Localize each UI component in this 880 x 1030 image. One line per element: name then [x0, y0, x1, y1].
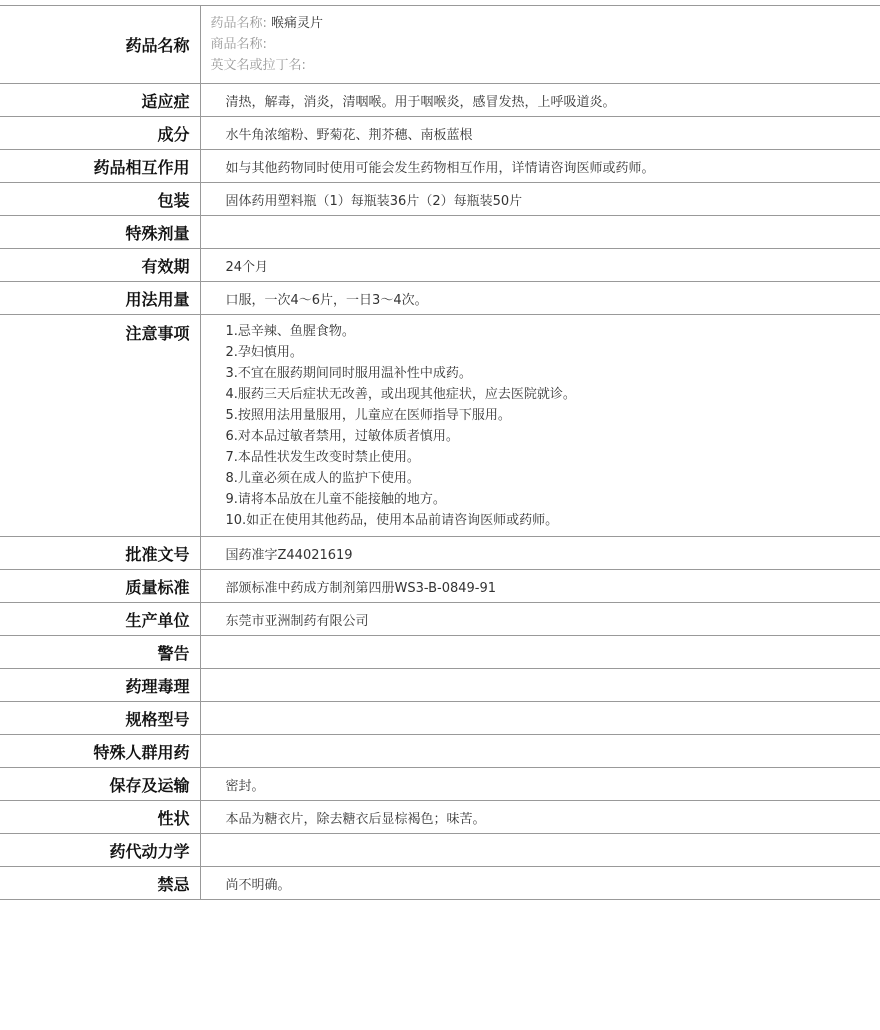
english-name-label: 英文名或拉丁名: — [210, 58, 306, 73]
precaution-item: 5.按照用法用量服用，儿童应在医师指导下服用。 — [225, 408, 511, 423]
value-properties: 本品为糖衣片，除去糖衣后显棕褐色；味苦。 — [200, 801, 880, 834]
label-warning: 警告 — [0, 636, 200, 669]
generic-name-line — [211, 13, 880, 34]
label-spec: 规格型号 — [0, 702, 200, 735]
row-validity — [0, 249, 880, 282]
generic-name-label: 药品名称: — [210, 16, 267, 31]
row-ingredients — [0, 117, 880, 150]
label-precautions: 注意事项 — [0, 315, 200, 537]
value-packaging: 固体药用塑料瓶（1）每瓶装36片（2）每瓶装50片 — [200, 183, 880, 216]
row-special-groups — [0, 735, 880, 768]
precaution-item: 4.服药三天后症状无改善，或出现其他症状，应去医院就诊。 — [225, 387, 576, 402]
row-manufacturer — [0, 603, 880, 636]
label-standard: 质量标准 — [0, 570, 200, 603]
drug-name-cell — [200, 6, 880, 84]
row-contraindications — [0, 867, 880, 900]
label-interactions: 药品相互作用 — [0, 150, 200, 183]
label-validity: 有效期 — [0, 249, 200, 282]
value-usage: 口服，一次4～6片，一日3～4次。 — [200, 282, 880, 315]
value-toxicology — [200, 669, 880, 702]
row-interactions — [0, 150, 880, 183]
label-special-dosage: 特殊剂量 — [0, 216, 200, 249]
label-drug-name: 药品名称 — [0, 6, 200, 84]
row-special-dosage — [0, 216, 880, 249]
precaution-item: 1.忌辛辣、鱼腥食物。 — [225, 324, 355, 339]
row-drug-name — [0, 6, 880, 84]
row-standard — [0, 570, 880, 603]
generic-name-value: 喉痛灵片 — [271, 16, 324, 31]
row-pharmacokinetics — [0, 834, 880, 867]
label-special-groups: 特殊人群用药 — [0, 735, 200, 768]
label-indications: 适应症 — [0, 84, 200, 117]
value-spec — [200, 702, 880, 735]
row-warning — [0, 636, 880, 669]
value-special-groups — [200, 735, 880, 768]
precaution-item: 9.请将本品放在儿童不能接触的地方。 — [225, 492, 446, 507]
label-usage: 用法用量 — [0, 282, 200, 315]
label-ingredients: 成分 — [0, 117, 200, 150]
precaution-item: 7.本品性状发生改变时禁止使用。 — [225, 450, 420, 465]
label-packaging: 包装 — [0, 183, 200, 216]
label-storage: 保存及运输 — [0, 768, 200, 801]
value-ingredients: 水牛角浓缩粉、野菊花、荆芥穗、南板蓝根 — [200, 117, 880, 150]
value-standard: 部颁标准中药成方制剂第四册WS3-B-0849-91 — [200, 570, 880, 603]
value-warning — [200, 636, 880, 669]
trade-name-label: 商品名称: — [210, 37, 267, 52]
row-usage — [0, 282, 880, 315]
value-indications: 清热，解毒，消炎，清咽喉。用于咽喉炎，感冒发热，上呼吸道炎。 — [200, 84, 880, 117]
row-precautions — [0, 315, 880, 537]
value-pharmacokinetics — [200, 834, 880, 867]
value-approval: 国药准字Z44021619 — [200, 537, 880, 570]
label-approval: 批准文号 — [0, 537, 200, 570]
label-contraindications: 禁忌 — [0, 867, 200, 900]
drug-info-table — [0, 5, 880, 900]
value-precautions — [200, 315, 880, 537]
value-contraindications: 尚不明确。 — [200, 867, 880, 900]
value-storage: 密封。 — [200, 768, 880, 801]
value-validity: 24个月 — [200, 249, 880, 282]
label-toxicology: 药理毒理 — [0, 669, 200, 702]
row-properties — [0, 801, 880, 834]
value-manufacturer: 东莞市亚洲制药有限公司 — [200, 603, 880, 636]
row-spec — [0, 702, 880, 735]
value-interactions: 如与其他药物同时使用可能会发生药物相互作用，详情请咨询医师或药师。 — [200, 150, 880, 183]
label-properties: 性状 — [0, 801, 200, 834]
label-manufacturer: 生产单位 — [0, 603, 200, 636]
row-storage — [0, 768, 880, 801]
precaution-item: 2.孕妇慎用。 — [225, 345, 303, 360]
row-approval — [0, 537, 880, 570]
precaution-item: 6.对本品过敏者禁用，过敏体质者慎用。 — [225, 429, 459, 444]
value-special-dosage — [200, 216, 880, 249]
precaution-item: 10.如正在使用其他药品，使用本品前请咨询医师或药师。 — [225, 513, 559, 528]
row-indications — [0, 84, 880, 117]
row-packaging — [0, 183, 880, 216]
precaution-item: 3.不宜在服药期间同时服用温补性中成药。 — [225, 366, 472, 381]
label-pharmacokinetics: 药代动力学 — [0, 834, 200, 867]
precaution-item: 8.儿童必须在成人的监护下使用。 — [225, 471, 420, 486]
row-toxicology — [0, 669, 880, 702]
